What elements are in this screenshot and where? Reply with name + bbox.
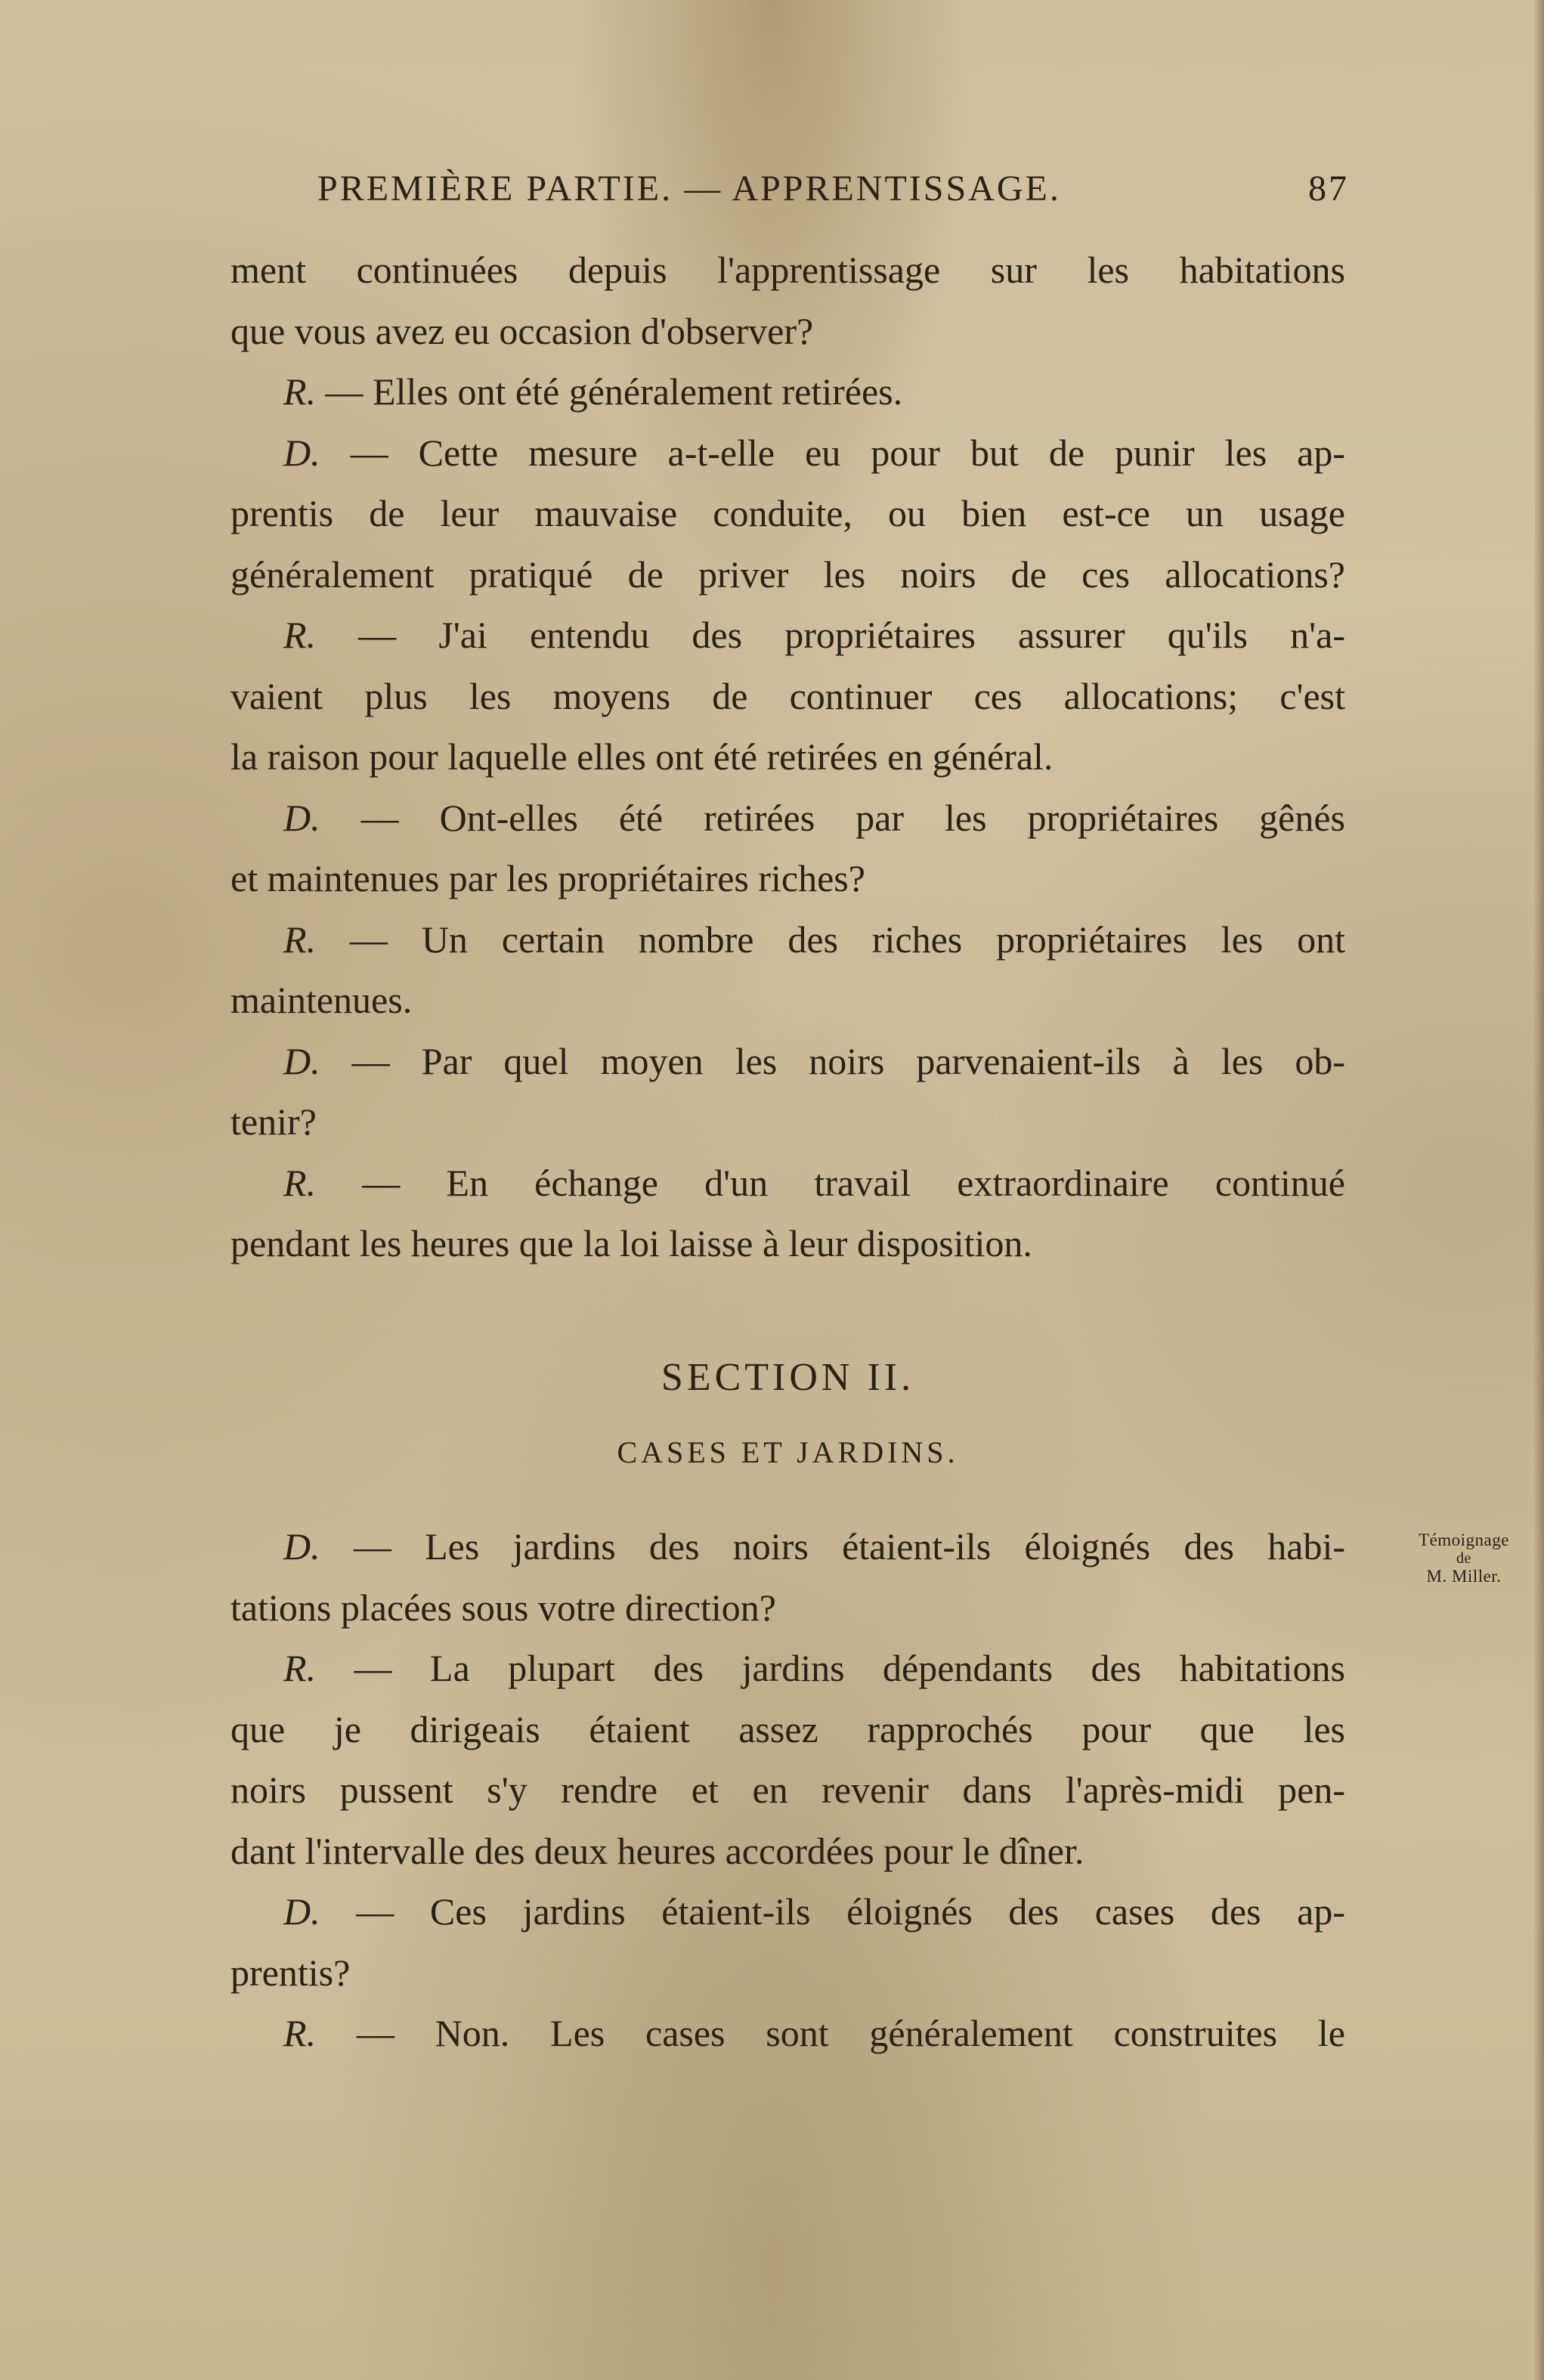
section-subtitle: CASES ET JARDINS.	[617, 1435, 959, 1469]
text-line	[231, 361, 1345, 422]
line-text: prentis de leur mauvaise conduite, ou bien est-ce un usage	[231, 492, 1345, 534]
section-title: SECTION II.	[661, 1356, 915, 1399]
speaker-label: D.	[283, 1039, 320, 1082]
line-text: — Un certain nombre des riches propriétaires les ont	[316, 918, 1345, 961]
text-line	[231, 1881, 1345, 1942]
page-edge-shadow	[1533, 0, 1544, 2380]
line-text: — Elles ont été généralement retirées.	[316, 370, 903, 413]
text-line	[231, 1031, 1345, 1092]
line-text: — Ces jardins étaient-ils éloignés des cases des ap-	[320, 1890, 1345, 1933]
speaker-label: D.	[283, 1890, 320, 1933]
line-text: dant l'intervalle des deux heures accordées pour le dîner.	[231, 1829, 1085, 1872]
text-line	[231, 1213, 1345, 1274]
text-line	[231, 909, 1345, 970]
speaker-label: D.	[283, 431, 320, 474]
line-text: que vous avez eu occasion d'observer?	[231, 309, 814, 352]
line-text: — Ont-elles été retirées par les propriétaires gênés	[320, 796, 1345, 839]
margin-note	[1392, 1531, 1536, 1586]
line-text: — Cette mesure a-t-elle eu pour but de punir les ap-	[320, 431, 1345, 474]
speaker-label: R.	[283, 370, 317, 413]
speaker-label: R.	[283, 1647, 317, 1689]
text-line	[231, 1821, 1345, 1882]
speaker-label: R.	[283, 918, 317, 961]
text-line	[231, 788, 1345, 849]
text-line	[231, 1759, 1345, 1821]
speaker-label: R.	[283, 1161, 317, 1204]
line-text: tations placées sous votre direction?	[231, 1586, 776, 1629]
speaker-label: D.	[283, 1525, 320, 1568]
line-text: — Non. Les cases sont généralement construites le	[316, 2012, 1345, 2054]
line-text: vaient plus les moyens de continuer ces allocations; c'est	[231, 674, 1345, 717]
speaker-label: R.	[283, 614, 317, 656]
text-line	[231, 1699, 1345, 1760]
line-text: maintenues.	[231, 979, 413, 1021]
margin-note-line-1: Témoignage	[1419, 1530, 1509, 1549]
text-line	[231, 544, 1345, 605]
speaker-label: R.	[283, 2012, 317, 2054]
text-line	[231, 605, 1345, 666]
line-text: noirs pussent s'y rendre et en revenir dans l'après-midi pen-	[231, 1769, 1345, 1811]
line-text: ment continuées depuis l'apprentissage sur les habitations	[231, 249, 1345, 291]
text-line	[231, 1638, 1345, 1699]
text-line	[231, 1577, 1345, 1639]
text-line	[231, 1942, 1345, 2004]
text-line	[231, 422, 1345, 484]
margin-note-line-2: de	[1456, 1550, 1471, 1567]
text-line	[231, 483, 1345, 544]
line-text: pendant les heures que la loi laisse à leur disposition.	[231, 1222, 1032, 1264]
text-line	[231, 2003, 1345, 2064]
line-text: prentis?	[231, 1951, 351, 1994]
running-header-title: PREMIÈRE PARTIE. — APPRENTISSAGE.	[317, 169, 1061, 209]
line-text: — Par quel moyen les noirs parvenaient-ils à les ob-	[320, 1039, 1345, 1082]
speaker-label: D.	[283, 796, 320, 839]
margin-note-line-3: M. Miller.	[1426, 1567, 1502, 1586]
text-line	[231, 666, 1345, 727]
line-text: et maintenues par les propriétaires riches?	[231, 857, 865, 899]
line-text: tenir?	[231, 1100, 317, 1143]
text-line	[231, 726, 1345, 788]
text-line	[231, 848, 1345, 909]
line-text: — J'ai entendu des propriétaires assurer qu'ils n'a-	[316, 614, 1345, 656]
body-text-block-1	[231, 240, 1345, 1274]
text-line	[231, 1153, 1345, 1214]
running-header	[317, 168, 1349, 209]
line-text: la raison pour laquelle elles ont été retirées en général.	[231, 735, 1054, 778]
text-line	[231, 1516, 1345, 1577]
page-number: 87	[1308, 169, 1349, 209]
text-line	[231, 1091, 1345, 1153]
line-text: que je dirigeais étaient assez rapprochés pour que les	[231, 1707, 1345, 1750]
text-line	[231, 970, 1345, 1031]
text-line	[231, 301, 1345, 362]
line-text: généralement pratiqué de priver les noirs de ces allocations?	[231, 552, 1345, 596]
line-text: — La plupart des jardins dépendants des habitations	[316, 1647, 1345, 1689]
text-line	[231, 240, 1345, 301]
line-text: — En échange d'un travail extraordinaire continué	[316, 1161, 1345, 1204]
body-text-block-2	[231, 1516, 1345, 2064]
line-text: — Les jardins des noirs étaient-ils éloignés des habi-	[320, 1525, 1345, 1568]
